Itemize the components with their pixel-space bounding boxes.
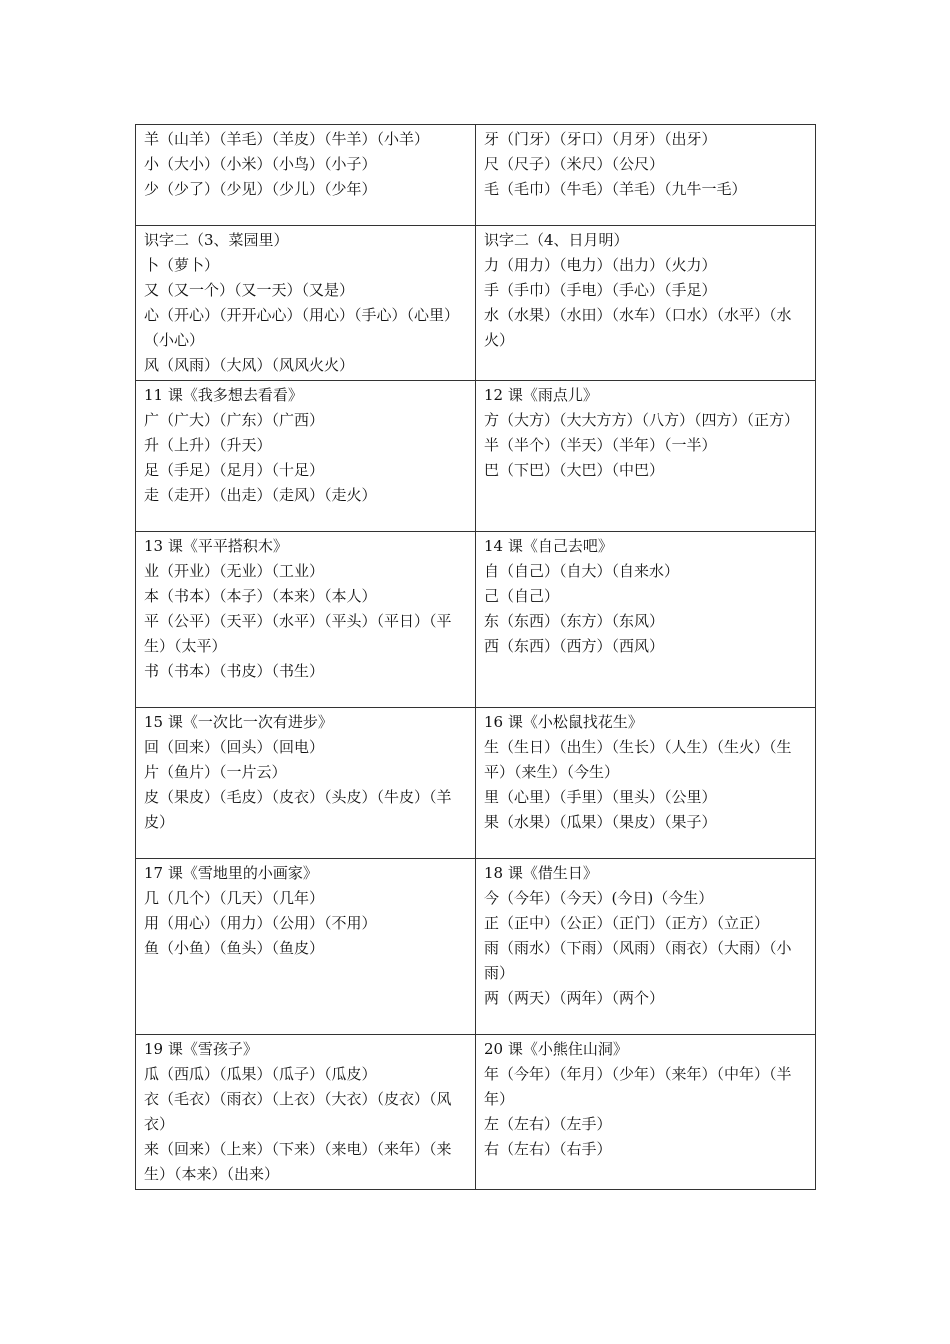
cell-line: 水（水果）（水田）（水车）（口水）（水平）（水火） <box>484 306 792 349</box>
cell-line: 来（回来）（上来）（下来）（来电）（来年）（来生）（本来）（出来） <box>144 1140 452 1183</box>
cell-line: 里（心里）（手里）（里头）（公里） <box>484 788 717 806</box>
cell-line: 方（大方）（大大方方）（八方）（四方）（正方） <box>484 411 800 429</box>
table-cell <box>476 532 816 708</box>
cell-line: 手（手巾）（手电）（手心）（手足） <box>484 281 717 299</box>
cell-line: 衣（毛衣）（雨衣）（上衣）（大衣）（皮衣）（风衣） <box>144 1090 452 1133</box>
cell-line: 两（两天）（两年）（两个） <box>484 989 665 1007</box>
cell-line: 小（大小）（小米）（小鸟）（小子） <box>144 155 377 173</box>
table-cell <box>476 859 816 1035</box>
cell-line: 年（今年）（年月）（少年）（来年）（中年）（半年） <box>484 1065 792 1108</box>
cell-line: 少（少了）（少见）（少儿）（少年） <box>144 180 377 198</box>
cell-line: 本（书本）（本子）（本来）（本人） <box>144 587 377 605</box>
cell-line: 东（东西）（东方）（东风） <box>484 612 665 630</box>
cell-line: 生（生日）（出生）（生长）（人生）（生火）（生平）（来生）（今生） <box>484 738 792 781</box>
lesson-title: 识字二（3、菜园里） <box>144 231 289 249</box>
cell-line: 广（广大）（广东）（广西） <box>144 411 325 429</box>
cell-line: 足（手足）（足月）（十足） <box>144 461 325 479</box>
lesson-title: 11 课《我多想去看看》 <box>144 386 303 404</box>
cell-line: 尺（尺子）（米尺）（公尺） <box>484 155 665 173</box>
cell-line: 己（自己） <box>484 587 560 605</box>
cell-line: 瓜（西瓜）（瓜果）（瓜子）（瓜皮） <box>144 1065 377 1083</box>
table-row <box>136 1035 816 1190</box>
table-cell <box>476 125 816 226</box>
lesson-title: 17 课《雪地里的小画家》 <box>144 864 318 882</box>
table-cell <box>136 381 476 532</box>
cell-line: 回（回来）（回头）（回电） <box>144 738 325 756</box>
cell-line: 风（风雨）（大风）（风风火火） <box>144 356 355 374</box>
cell-line: 果（水果）（瓜果）（果皮）（果子） <box>484 813 717 831</box>
table-row <box>136 859 816 1035</box>
cell-line: 走（走开）（出走）（走风）（走火） <box>144 486 377 504</box>
cell-line: 半（半个）（半天）（半年）（一半） <box>484 436 717 454</box>
cell-line: 心（开心）（开开心心）（用心）（手心）（心里）（小心） <box>144 306 460 349</box>
lesson-title: 13 课《平平搭积木》 <box>144 537 288 555</box>
lesson-title: 20 课《小熊住山洞》 <box>484 1040 628 1058</box>
table-cell <box>476 381 816 532</box>
table-cell <box>136 1035 476 1190</box>
lesson-title: 识字二（4、日月明） <box>484 231 629 249</box>
cell-line: 力（用力）（电力）（出力）（火力） <box>484 256 717 274</box>
table-cell <box>136 532 476 708</box>
cell-line: 卜（萝卜） <box>144 256 220 274</box>
table-row <box>136 708 816 859</box>
cell-line: 几（几个）（几天）（几年） <box>144 889 325 907</box>
cell-line: 书（书本）（书皮）（书生） <box>144 662 325 680</box>
cell-line: 正（正中）（公正）（正门）（正方）（立正） <box>484 914 770 932</box>
table-row <box>136 381 816 532</box>
cell-line: 鱼（小鱼）（鱼头）（鱼皮） <box>144 939 325 957</box>
lesson-title: 16 课《小松鼠找花生》 <box>484 713 643 731</box>
table-row <box>136 226 816 381</box>
cell-line: 片（鱼片）（一片云） <box>144 763 287 781</box>
table-cell <box>136 708 476 859</box>
cell-line: 自（自己）（自大）（自来水） <box>484 562 680 580</box>
cell-line: 又（又一个）（又一天）（又是） <box>144 281 355 299</box>
cell-line: 雨（雨水）（下雨）（风雨）（雨衣）（大雨）（小雨） <box>484 939 792 982</box>
cell-line: 业（开业）（无业）（工业） <box>144 562 325 580</box>
vocabulary-table <box>135 124 816 1190</box>
table-cell <box>136 859 476 1035</box>
table-row <box>136 532 816 708</box>
cell-line: 皮（果皮）（毛皮）（皮衣）（头皮）（牛皮）（羊皮） <box>144 788 452 831</box>
table-cell <box>136 226 476 381</box>
cell-line: 今（今年）（今天）(今日)（今生） <box>484 889 714 907</box>
table-cell <box>476 226 816 381</box>
cell-line: 平（公平）（天平）（水平）（平头）（平日）（平生）（太平） <box>144 612 452 655</box>
lesson-title: 14 课《自己去吧》 <box>484 537 613 555</box>
lesson-title: 19 课《雪孩子》 <box>144 1040 258 1058</box>
cell-line: 巴（下巴）（大巴）（中巴） <box>484 461 665 479</box>
cell-line: 右（左右）（右手） <box>484 1140 612 1158</box>
table-cell <box>476 708 816 859</box>
cell-line: 牙（门牙）（牙口）（月牙）（出牙） <box>484 130 717 148</box>
cell-line: 左（左右）（左手） <box>484 1115 612 1133</box>
table-cell <box>476 1035 816 1190</box>
cell-line: 羊（山羊）（羊毛）（羊皮）（牛羊）（小羊） <box>144 130 430 148</box>
table-row <box>136 125 816 226</box>
lesson-title: 15 课《一次比一次有进步》 <box>144 713 333 731</box>
lesson-title: 18 课《借生日》 <box>484 864 598 882</box>
cell-line: 毛（毛巾）（牛毛）（羊毛）（九牛一毛） <box>484 180 747 198</box>
cell-line: 用（用心）（用力）（公用）（不用） <box>144 914 377 932</box>
cell-line: 升（上升）（升天） <box>144 436 272 454</box>
table-cell <box>136 125 476 226</box>
cell-line: 西（东西）（西方）（西风） <box>484 637 665 655</box>
lesson-title: 12 课《雨点儿》 <box>484 386 598 404</box>
